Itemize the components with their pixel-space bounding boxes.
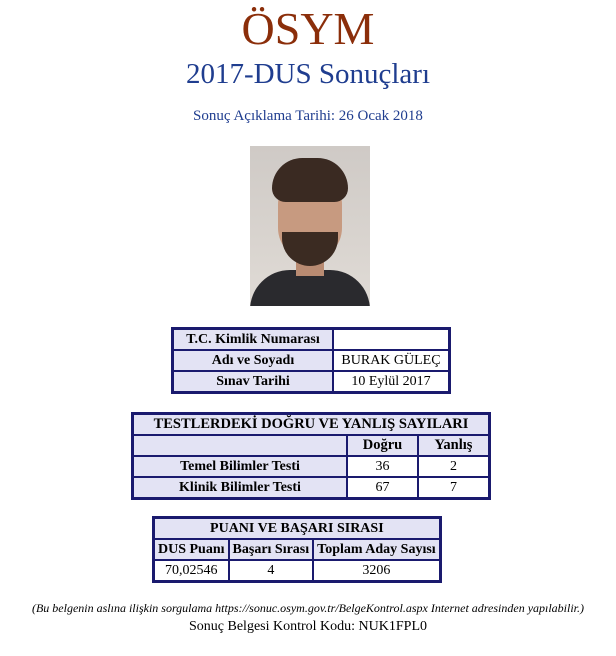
correct-count: 67 <box>347 477 418 498</box>
announcement-date: Sonuç Açıklama Tarihi: 26 Ocak 2018 <box>193 108 423 124</box>
candidate-info-table <box>171 327 451 394</box>
test-results-table <box>131 412 491 500</box>
wrong-count: 2 <box>418 456 489 477</box>
name-value: BURAK GÜLEÇ <box>333 350 449 371</box>
total-column-header: Toplam Aday Sayısı <box>313 539 440 560</box>
table-row <box>154 518 440 539</box>
score-value: 70,02546 <box>154 560 229 581</box>
photo-hair <box>272 158 348 202</box>
correct-column-header: Doğru <box>347 435 418 456</box>
total-value: 3206 <box>313 560 440 581</box>
photo-beard <box>282 232 338 266</box>
id-value <box>333 329 449 350</box>
control-code: Sonuç Belgesi Kontrol Kodu: NUK1FPL0 <box>189 619 427 634</box>
table-row <box>154 539 440 560</box>
score-column-header: DUS Puanı <box>154 539 229 560</box>
table-row <box>173 350 449 371</box>
exam-date-label: Sınav Tarihi <box>173 371 333 392</box>
test-results-title: TESTLERDEKİ DOĞRU VE YANLIŞ SAYILARI <box>133 414 489 435</box>
score-table <box>152 516 442 583</box>
table-row <box>173 371 449 392</box>
table-row <box>133 477 489 498</box>
id-label: T.C. Kimlik Numarası <box>173 329 333 350</box>
table-row <box>154 560 440 581</box>
blank-header-cell <box>133 435 347 456</box>
test-name: Temel Bilimler Testi <box>133 456 347 477</box>
table-row <box>133 435 489 456</box>
score-table-title: PUANI VE BAŞARI SIRASI <box>154 518 440 539</box>
osym-brand: ÖSYM <box>241 3 375 54</box>
rank-column-header: Başarı Sırası <box>229 539 314 560</box>
table-row <box>133 456 489 477</box>
rank-value: 4 <box>229 560 314 581</box>
wrong-column-header: Yanlış <box>418 435 489 456</box>
verification-note: (Bu belgenin aslına ilişkin sorgulama https://sonuc.osym.gov.tr/BelgeKontrol.aspx Internet adresinden yapılabilir.) <box>31 601 585 615</box>
page-title: 2017-DUS Sonuçları <box>185 58 431 90</box>
test-name: Klinik Bilimler Testi <box>133 477 347 498</box>
name-label: Adı ve Soyadı <box>173 350 333 371</box>
correct-count: 36 <box>347 456 418 477</box>
table-row <box>133 414 489 435</box>
candidate-photo <box>250 146 370 306</box>
table-row <box>173 329 449 350</box>
wrong-count: 7 <box>418 477 489 498</box>
exam-date-value: 10 Eylül 2017 <box>333 371 449 392</box>
